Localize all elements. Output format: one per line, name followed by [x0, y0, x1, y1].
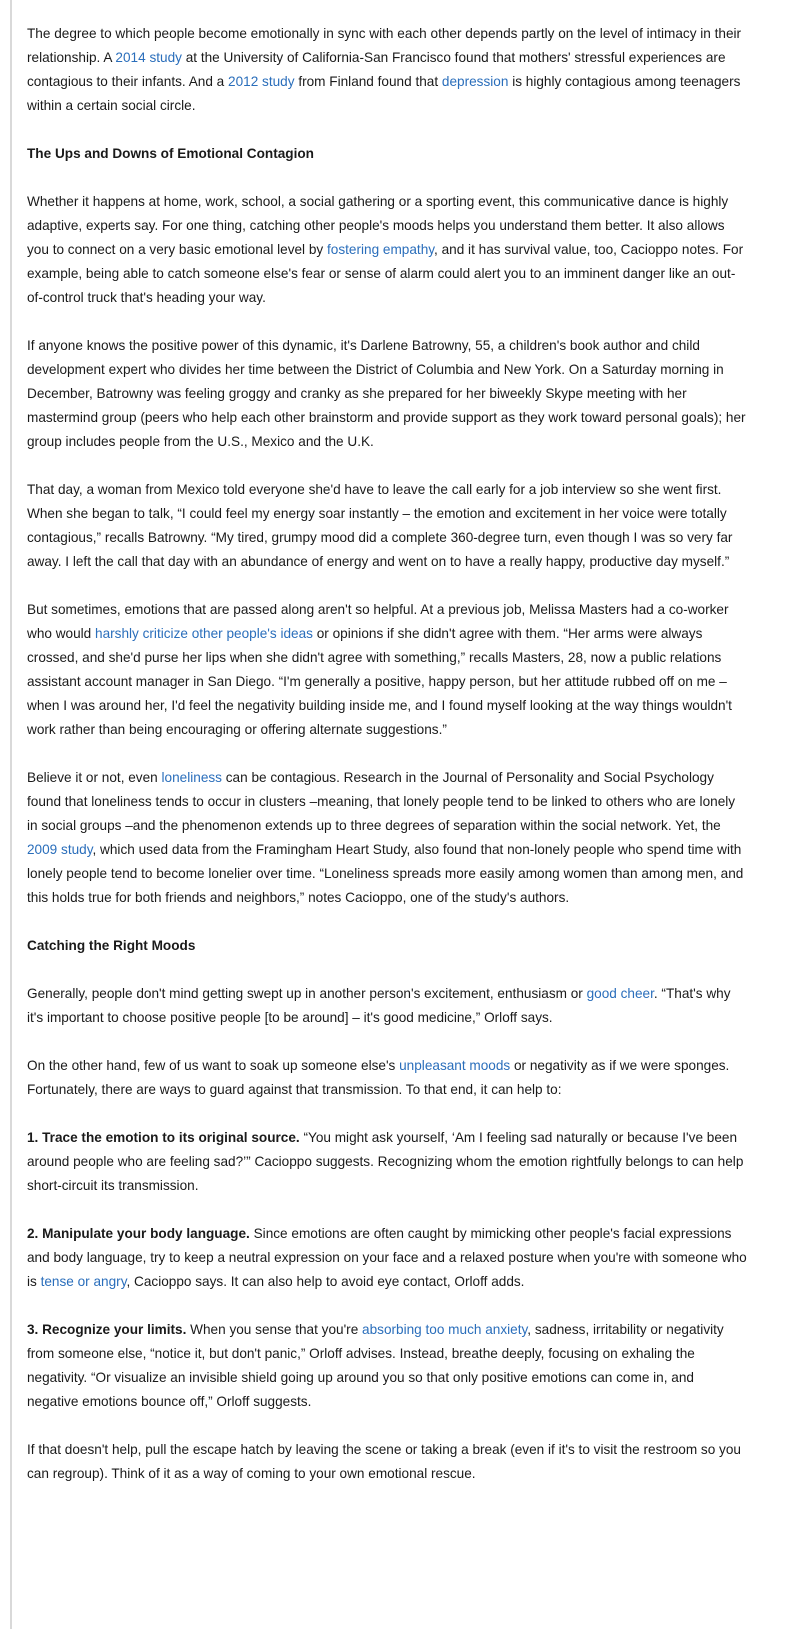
- tip-trace-emotion: 1. Trace the emotion to its original source. “You might ask yourself, ‘Am I feeling sad naturally or because I've been around people who are feeling sad?’” Cacioppo suggests. Recognizing whom the emotion rightfully belongs to can help short-circuit its transmission.: [27, 1130, 744, 1193]
- left-border: [10, 0, 12, 1629]
- paragraph-adaptive: Whether it happens at home, work, school, a social gathering or a sporting event, this communicative dance is highly adaptive, experts say. For one thing, catching other people's moods helps you understand them better. It also allows you to connect on a very basic emotional level by fostering empathy, and it has survival value, too, Cacioppo notes. For example, being able to catch someone else's fear or sense of alarm could alert you to an imminent danger like an out-of-control truck that's heading your way.: [27, 194, 744, 305]
- link-loneliness[interactable]: loneliness: [161, 770, 222, 785]
- paragraph-escape-hatch: If that doesn't help, pull the escape hatch by leaving the scene or taking a break (even if it's to visit the restroom so you can regroup). Think of it as a way of coming to your own emotional rescue.: [27, 1442, 741, 1481]
- link-2014-study[interactable]: 2014 study: [115, 50, 182, 65]
- paragraph-good-cheer: Generally, people don't mind getting swept up in another person's excitement, enthusiasm or good cheer. “That's why it's important to choose positive people [to be around] – it's good medicine,” Orloff says.: [27, 986, 731, 1025]
- link-2012-study[interactable]: 2012 study: [228, 74, 295, 89]
- paragraph-batrowny: If anyone knows the positive power of this dynamic, it's Darlene Batrowny, 55, a children's book author and child development expert who divides her time between the District of Columbia and New York. On a Saturday morning in December, Batrowny was feeling groggy and cranky as she prepared for her biweekly Skype meeting with her mastermind group (peers who help each other brainstorm and provide support as they work toward personal goals); her group includes people from the U.S., Mexico and the U.K.: [27, 338, 746, 449]
- paragraph-loneliness: Believe it or not, even loneliness can be contagious. Research in the Journal of Personality and Social Psychology found that loneliness tends to occur in clusters –meaning, that lonely people tend to be linked to others who are lonely in social groups –and the phenomenon extends up to three degrees of separation within the social network. Yet, the 2009 study, which used data from the Framingham Heart Study, also found that non-lonely people who spend time with lonely people tend to become lonelier over time. “Loneliness spreads more easily among women than among men, and this holds true for both friends and neighbors,” notes Cacioppo, one of the study's authors.: [27, 770, 744, 905]
- heading-catching-right-moods: Catching the Right Moods: [27, 938, 196, 953]
- link-fostering-empathy[interactable]: fostering empathy: [327, 242, 435, 257]
- link-tense-or-angry[interactable]: tense or angry: [40, 1274, 127, 1289]
- article-body: [27, 22, 747, 1510]
- paragraph-unpleasant-moods: On the other hand, few of us want to soak up someone else's unpleasant moods or negativity as if we were sponges. Fortunately, there are ways to guard against that transmission. To that end, it can help to:: [27, 1058, 730, 1097]
- link-depression[interactable]: depression: [441, 74, 509, 89]
- paragraph-masters: But sometimes, emotions that are passed along aren't so helpful. At a previous job, Melissa Masters had a co-worker who would harshly criticize other people's ideas or opinions if she didn't agree with them. “Her arms were always crossed, and she'd purse her lips when she didn't agree with something,” recalls Masters, 28, now a public relations assistant account manager in San Diego. “I'm generally a positive, happy person, but her attitude rubbed off on me – when I was around her, I'd feel the negativity building inside me, and I found myself looking at the way things wouldn't work rather than being encouraging or offering alternate suggestions.”: [27, 602, 732, 737]
- link-2009-study[interactable]: 2009 study: [27, 842, 93, 857]
- link-unpleasant-moods[interactable]: unpleasant moods: [399, 1058, 511, 1073]
- tip-recognize-limits: 3. Recognize your limits. When you sense that you're absorbing too much anxiety, sadness, irritability or negativity from someone else, “notice it, but don't panic,” Orloff advises. Instead, breathe deeply, focusing on exhaling the negativity. “Or visualize an invisible shield going up around you so that only positive emotions can come in, and negative emotions bounce off,” Orloff suggests.: [27, 1322, 724, 1409]
- link-absorbing-anxiety[interactable]: absorbing too much anxiety: [362, 1322, 528, 1337]
- link-harshly-criticize[interactable]: harshly criticize other people's ideas: [95, 626, 313, 641]
- tip-body-language: 2. Manipulate your body language. Since emotions are often caught by mimicking other people's facial expressions and body language, try to keep a neutral expression on your face and a relaxed posture when you're with someone who is tense or angry, Cacioppo says. It can also help to avoid eye contact, Orloff adds.: [27, 1226, 747, 1289]
- paragraph-intimacy: The degree to which people become emotionally in sync with each other depends partly on the level of intimacy in their relationship. A 2014 study at the University of California-San Francisco found that mothers' stressful experiences are contagious to their infants. And a 2012 study from Finland found that depression is highly contagious among teenagers within a certain social circle.: [27, 26, 742, 113]
- paragraph-mexico-call: That day, a woman from Mexico told everyone she'd have to leave the call early for a job interview so she went first. When she began to talk, “I could feel my energy soar instantly – the emotion and excitement in her voice were totally contagious,” recalls Batrowny. “My tired, grumpy mood did a complete 360-degree turn, even though I was so very far away. I left the call that day with an abundance of energy and went on to have a really happy, productive day myself.”: [27, 482, 733, 569]
- heading-ups-and-downs: The Ups and Downs of Emotional Contagion: [27, 146, 314, 161]
- link-good-cheer[interactable]: good cheer: [586, 986, 654, 1001]
